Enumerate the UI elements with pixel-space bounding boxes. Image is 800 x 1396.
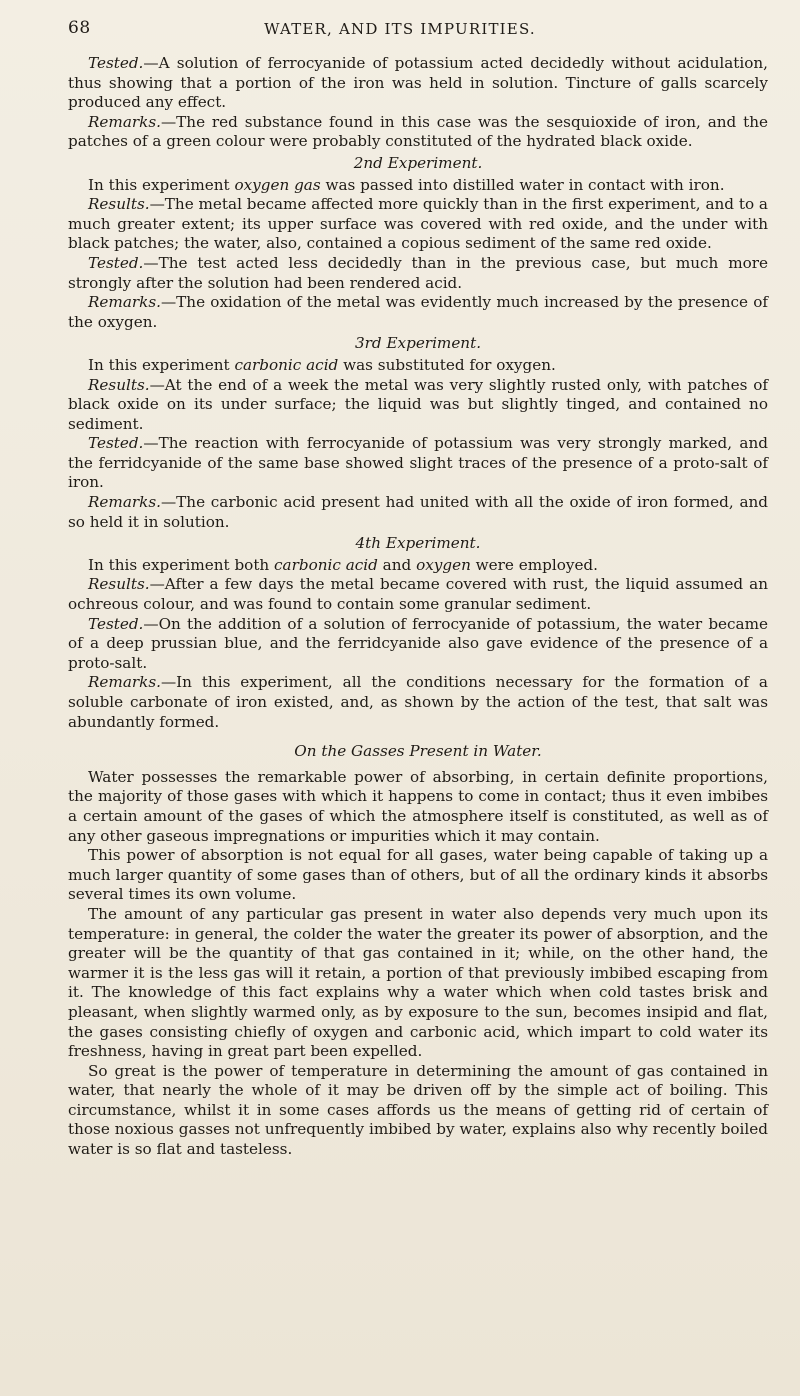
paragraph-text: —The metal became affected more quickly than in the first experiment, and to a much greater extent; its upper surface was covered with red oxide, and the under with black patches; the water, also, contained a copious sediment of the same red oxide. bbox=[68, 195, 768, 253]
label-results: Results. bbox=[88, 195, 150, 214]
paragraph-remarks bbox=[68, 293, 768, 332]
gas-name: oxygen bbox=[416, 555, 471, 574]
paragraph-text: —The test acted less decidedly than in the previous case, but much more strongly after the solution had been rendered acid. bbox=[68, 253, 768, 292]
heading-2nd-experiment: 2nd Experiment. bbox=[353, 153, 483, 172]
gas-name: oxygen gas bbox=[234, 175, 321, 194]
label-tested: Tested. bbox=[88, 614, 144, 633]
paragraph-text: —In this experiment, all the conditions necessary for the formation of a soluble carbonate of iron existed, and, as shown by the action of the test, that salt was abundantly formed. bbox=[68, 673, 768, 731]
heading-3rd-experiment: 3rd Experiment. bbox=[354, 334, 482, 353]
label-remarks: Remarks. bbox=[88, 293, 161, 312]
paragraph-results bbox=[68, 575, 768, 614]
label-remarks: Remarks. bbox=[88, 493, 161, 512]
paragraph-text: —On the addition of a solution of ferrocyanide of potassium, the water became of a deep prussian blue, and the ferridcyanide also gave evidence of the presence of a proto-salt. bbox=[68, 614, 768, 672]
intro-text: and bbox=[377, 555, 417, 574]
page-number: 68 bbox=[68, 18, 91, 38]
paragraph-results bbox=[68, 195, 768, 254]
paragraph-results bbox=[68, 376, 768, 435]
paragraph-intro bbox=[68, 176, 768, 196]
paragraph-text: —The reaction with ferrocyanide of potassium was very strongly marked, and the ferridcyanide of the same base showed slight traces of the presence of a proto-salt of iron. bbox=[68, 434, 768, 492]
paragraph-text: —A solution of ferrocyanide of potassium acted decidedly without acidulation, thus showing that a portion of the iron was held in solution. Tincture of galls scarcely produced any effect. bbox=[68, 54, 768, 112]
paragraph-text: —At the end of a week the metal was very slightly rusted only, with patches of black oxide on its under surface; the liquid was but slightly tinged, and contained no sediment. bbox=[68, 375, 768, 433]
paragraph: Water possesses the remarkable power of absorbing, in certain definite proportions, the majority of those gases with which it happens to come in contact; thus it even imbibes a certain amount of the gases of which the atmosphere itself is constituted, as well as of any other gaseous impregnations or impurities which it may contain. bbox=[68, 767, 768, 845]
paragraph-text: —The carbonic acid present had united with all the oxide of iron formed, and so held it in solution. bbox=[68, 493, 768, 531]
label-results: Results. bbox=[88, 375, 150, 394]
section-heading-gases: On the Gasses Present in Water. bbox=[294, 742, 542, 761]
paragraph-tested bbox=[68, 54, 768, 113]
label-results: Results. bbox=[88, 575, 150, 594]
paragraph: The amount of any particular gas present in water also depends very much upon its temperature: in general, the colder the water the greater its power of absorption, and the greater will be the quantity of that gas contained in it; while, on the other hand, the warmer it is the less gas will it retain, a portion of that previously imbibed escaping from it. The knowledge of this fact explains why a water which when cold tastes brisk and pleasant, when slightly warmed only, as by exposure to the sun, becomes insipid and flat, the gases consisting chiefly of oxygen and carbonic acid, which impart to cold water its freshness, having in great part been expelled. bbox=[68, 904, 768, 1061]
intro-text: was passed into distilled water in contact with iron. bbox=[320, 175, 725, 194]
intro-text: In this experiment both bbox=[88, 555, 275, 574]
label-remarks: Remarks. bbox=[88, 112, 161, 131]
label-remarks: Remarks. bbox=[88, 673, 161, 692]
intro-text: was substituted for oxygen. bbox=[338, 355, 556, 374]
paragraph-remarks bbox=[68, 493, 768, 532]
paragraph-tested bbox=[68, 434, 768, 493]
intro-text: In this experiment bbox=[88, 175, 235, 194]
intro-text: In this experiment bbox=[88, 355, 235, 374]
paragraph: This power of absorption is not equal for all gases, water being capable of taking up a much larger quantity of some gases than of others, but of all the ordinary kinds it absorbs several times its own volume. bbox=[68, 846, 768, 904]
paragraph-remarks bbox=[68, 673, 768, 732]
paragraph-intro bbox=[68, 356, 768, 376]
paragraph-text: —After a few days the metal became covered with rust, the liquid assumed an ochreous colour, and was found to contain some granular sediment. bbox=[68, 575, 768, 614]
paragraph-tested bbox=[68, 254, 768, 293]
label-tested: Tested. bbox=[88, 253, 144, 272]
gas-name: carbonic acid bbox=[274, 555, 378, 574]
paragraph-intro bbox=[68, 556, 768, 576]
paragraph-text: —The red substance found in this case was the sesquioxide of iron, and the patches of a green colour were probably constituted of the hydrated black oxide. bbox=[68, 112, 768, 151]
paragraph-text: —The oxidation of the metal was evidently much increased by the presence of the oxygen. bbox=[68, 293, 768, 331]
paragraph-remarks bbox=[68, 113, 768, 152]
paragraph: So great is the power of temperature in determining the amount of gas contained in water, that nearly the whole of it may be driven off by the simple act of boiling. This circumstance, whilst it in some cases affords us the means of getting rid of certain of those noxious gasses not unfrequently imbibed by water, explains also why recently boiled water is so flat and tasteless. bbox=[68, 1061, 768, 1159]
label-tested: Tested. bbox=[88, 54, 144, 72]
paragraph-tested bbox=[68, 615, 768, 674]
running-head: WATER, AND ITS IMPURITIES. bbox=[264, 20, 536, 38]
label-tested: Tested. bbox=[88, 434, 144, 453]
heading-4th-experiment: 4th Experiment. bbox=[355, 534, 481, 553]
gas-name: carbonic acid bbox=[234, 355, 339, 374]
page-body bbox=[68, 54, 768, 1160]
intro-text: were employed. bbox=[470, 555, 598, 574]
